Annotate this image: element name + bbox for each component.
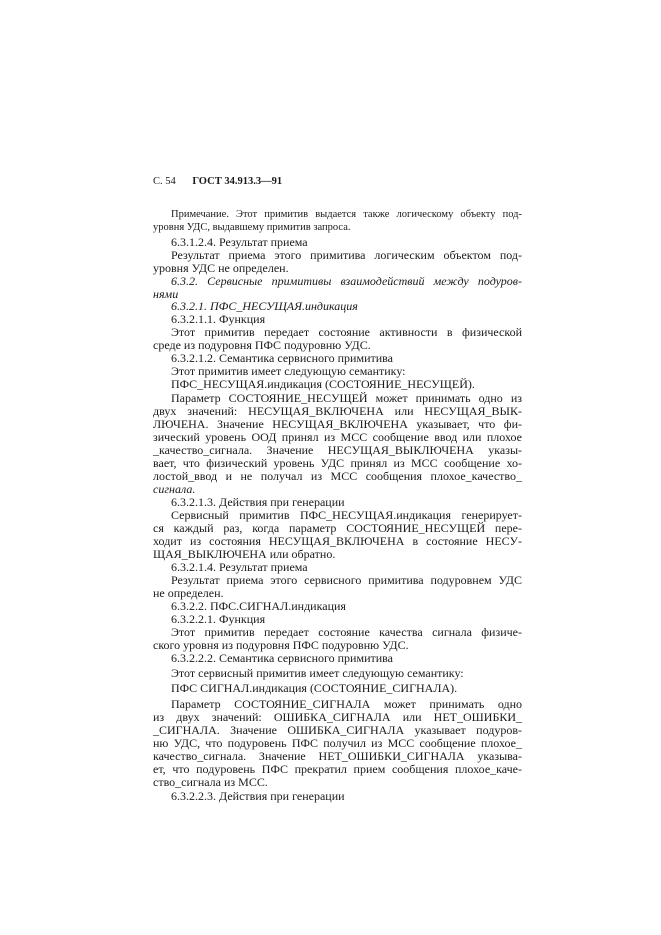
text-line: ню УДС, что подуровень ПФС получил из МСС сообщение плохое_ <box>153 736 522 750</box>
text-line: уровня УДС, выдавшему примитив запроса. <box>153 222 351 233</box>
text-line: двух значений: НЕСУЩАЯ_ВКЛЮЧЕНА или НЕСУЩАЯ_ВЫК- <box>153 404 522 418</box>
text-line: 6.3.2.2.1. Функция <box>171 612 266 626</box>
standard-id: ГОСТ 34.913.3—91 <box>192 176 283 187</box>
text-line: 6.3.2.1.2. Семантика сервисного примитива <box>171 351 393 365</box>
text-line: зический уровень ООД принял из МСС сообщение ввод или плохое <box>153 430 522 444</box>
text-line: ПФС_НЕСУЩАЯ.индикация (СОСТОЯНИЕ_НЕСУЩЕЙ). <box>171 377 475 391</box>
text-line: ходит из состояния НЕСУЩАЯ_ВКЛЮЧЕНА в состояние НЕСУ- <box>153 534 522 548</box>
text-line: Параметр СОСТОЯНИЕ_НЕСУЩЕЙ может принимать одно из <box>171 391 522 405</box>
text-line: Результат приема этого сервисного примитива подуровнем УДС <box>171 573 522 587</box>
text-line: ся каждый раз, когда параметр СОСТОЯНИЕ_НЕСУЩЕЙ пере- <box>153 521 522 535</box>
text-line: 6.3.2.1.4. Результат приема <box>171 560 308 574</box>
text-line: ЩАЯ_ВЫКЛЮЧЕНА или обратно. <box>153 547 336 561</box>
text-line: _СИГНАЛА. Значение ОШИБКА_СИГНАЛА указывает подуров- <box>153 723 522 737</box>
text-line: 6.3.2.1. ПФС_НЕСУЩАЯ.индикация <box>171 299 358 313</box>
text-line: Примечание. Этот примитив выдается также логическому объекту под- <box>171 209 522 220</box>
text-line: среде из подуровня ПФС подуровню УДС. <box>153 338 371 352</box>
text-line: ского уровня из подуровня ПФС подуровню УДС. <box>153 638 409 652</box>
text-line: _качество_сигнала. Значение НЕСУЩАЯ_ВЫКЛЮЧЕНА указы- <box>153 443 522 457</box>
text-line: 6.3.2.2.3. Действия при генерации <box>171 789 345 803</box>
text-line: 6.3.2.1.3. Действия при генерации <box>171 495 345 509</box>
text-line: ет, что подуровень ПФС прекратил прием сообщения плохое_каче- <box>153 762 522 776</box>
text-line: лостой_ввод и не получал из МСС сообщения плохое_качество_ <box>153 469 522 483</box>
text-line: Параметр СОСТОЯНИЕ_СИГНАЛА может принимать одно <box>171 697 522 711</box>
text-line: 6.3.2.2. ПФС.СИГНАЛ.индикация <box>171 599 346 613</box>
text-line: ство_сигнала из МСС. <box>153 775 268 789</box>
text-line: 6.3.2. Сервисные примитивы взаимодействий между подуров- <box>171 274 522 288</box>
text-line: ПФС СИГНАЛ.индикация (СОСТОЯНИЕ_СИГНАЛА). <box>171 681 458 695</box>
text-line: из двух значений: ОШИБКА_СИГНАЛА или НЕТ_ОШИБКИ_ <box>153 710 522 724</box>
page-number: С. 54 <box>153 176 176 187</box>
text-line: ЛЮЧЕНА. Значение НЕСУЩАЯ_ВКЛЮЧЕНА указывает, что фи- <box>153 417 522 431</box>
text-line: Этот сервисный примитив имеет следующую семантику: <box>171 666 464 680</box>
text-line: не определен. <box>153 586 224 600</box>
text-line: нями <box>153 287 179 301</box>
text-line: 6.3.2.2.2. Семантика сервисного примитива <box>171 651 393 665</box>
text-line: вает, что физический уровень УДС принял из МСС сообщение хо- <box>153 456 522 470</box>
text-line: Этот примитив передает состояние активности в физической <box>171 325 522 339</box>
text-line: 6.3.1.2.4. Результат приема <box>171 235 308 249</box>
text-line: Этот примитив имеет следующую семантику: <box>171 364 406 378</box>
text-line: качество_сигнала. Значение НЕТ_ОШИБКИ_СИГНАЛА указыва- <box>153 749 522 763</box>
text-line: Результат приема этого примитива логическим объектом под- <box>171 248 522 262</box>
text-line: 6.3.2.1.1. Функция <box>171 312 266 326</box>
text-line: Этот примитив передает состояние качества сигнала физиче- <box>171 625 522 639</box>
text-line: сигнала. <box>153 482 196 496</box>
text-line: уровня УДС не определен. <box>153 261 289 275</box>
page-header <box>153 176 282 187</box>
text-line: Сервисный примитив ПФС_НЕСУЩАЯ.индикация генерирует- <box>171 508 522 522</box>
